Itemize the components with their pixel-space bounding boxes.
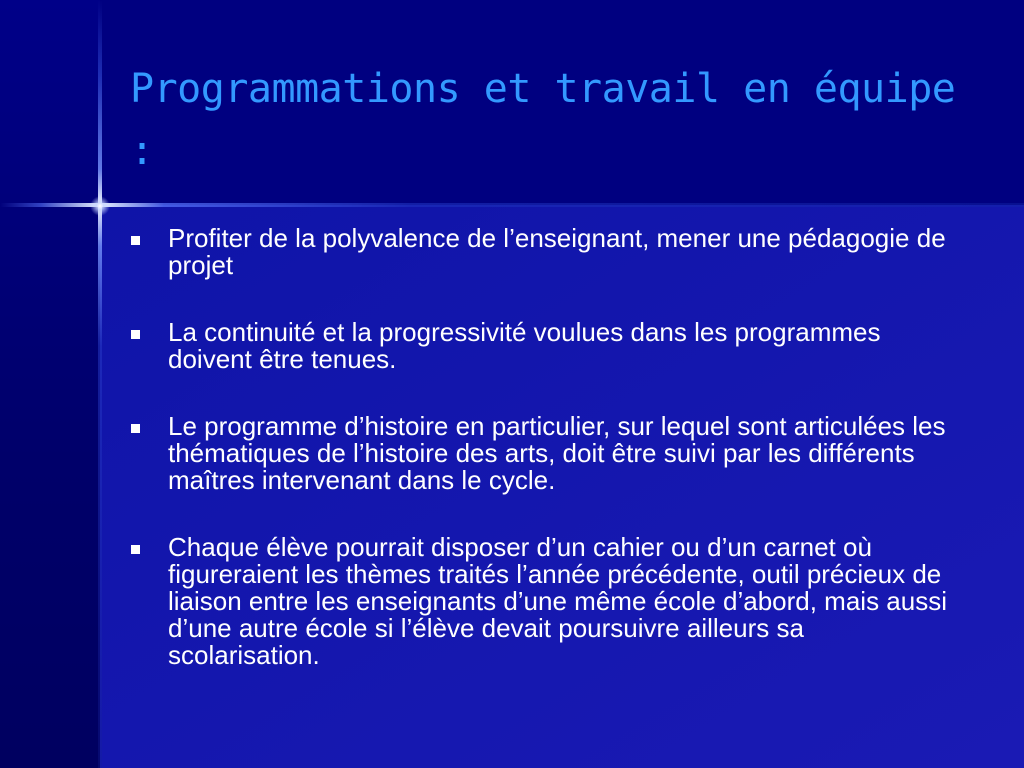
square-bullet-icon	[131, 424, 140, 433]
sparkle-vertical-line	[98, 0, 102, 768]
bullet-text: Profiter de la polyvalence de l’enseignant, mener une pédagogie de projet	[168, 223, 946, 280]
bullet-item	[128, 319, 958, 373]
square-bullet-icon	[131, 236, 140, 245]
bullet-item	[128, 534, 958, 669]
square-bullet-icon	[131, 545, 140, 554]
sparkle-horizontal-line	[0, 203, 1024, 207]
bullet-text: Chaque élève pourrait disposer d’un cahier ou d’un carnet où figureraient les thèmes traités l’année précédente, outil précieux de liaison entre les enseignants d’une même école d’abord, mais aussi d’une autre école si l’élève devait poursuivre ailleurs sa scolarisation.	[168, 532, 947, 670]
bullet-list	[128, 225, 958, 709]
bullet-text: La continuité et la progressivité voulues dans les programmes doivent être tenues.	[168, 317, 881, 374]
slide-title: Programmations et travail en équipe :	[130, 66, 956, 174]
sparkle-star-icon	[90, 196, 110, 216]
bullet-item	[128, 225, 958, 279]
square-bullet-icon	[131, 330, 140, 339]
slide-left-band	[0, 0, 100, 768]
bullet-item	[128, 413, 958, 494]
bullet-text: Le programme d’histoire en particulier, sur lequel sont articulées les thématiques de l’histoire des arts, doit être suivi par les différents maîtres intervenant dans le cycle.	[168, 411, 946, 495]
